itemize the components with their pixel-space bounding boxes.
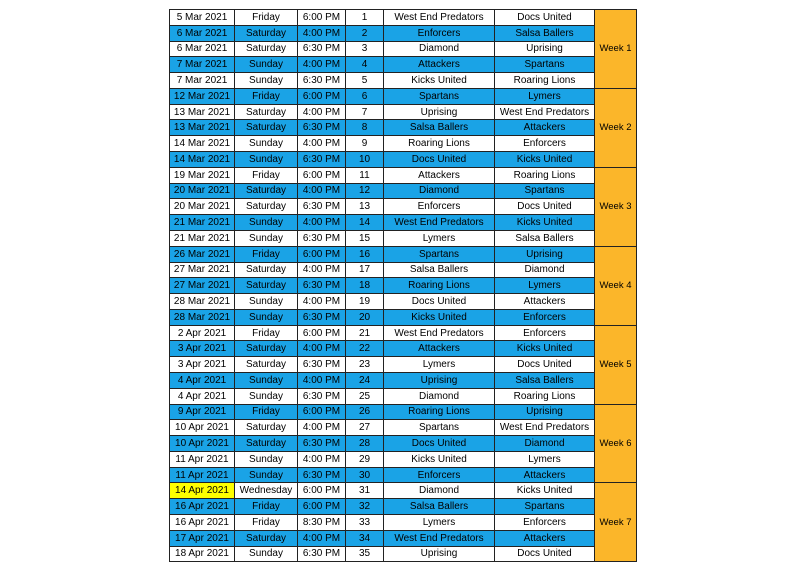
match-day-cell: Friday (235, 515, 298, 531)
home-team-cell: Docs United (384, 152, 495, 168)
away-team-cell: Roaring Lions (495, 73, 595, 89)
match-date-cell: 9 Apr 2021 (170, 404, 235, 420)
match-time-cell: 6:30 PM (298, 357, 346, 373)
match-time-cell: 6:30 PM (298, 73, 346, 89)
match-time-cell: 4:00 PM (298, 57, 346, 73)
match-date-cell: 28 Mar 2021 (170, 294, 235, 310)
away-team-cell: Spartans (495, 57, 595, 73)
away-team-cell: Salsa Ballers (495, 25, 595, 41)
match-date-cell: 6 Mar 2021 (170, 41, 235, 57)
match-date-cell: 21 Mar 2021 (170, 215, 235, 231)
table-row (170, 10, 637, 26)
match-time-cell: 6:00 PM (298, 10, 346, 26)
match-date-cell: 11 Apr 2021 (170, 467, 235, 483)
table-row (170, 41, 637, 57)
table-row (170, 199, 637, 215)
game-number-cell: 12 (346, 183, 384, 199)
home-team-cell: Uprising (384, 546, 495, 562)
match-date-cell: 14 Apr 2021 (170, 483, 235, 499)
home-team-cell: Diamond (384, 183, 495, 199)
match-date-cell: 17 Apr 2021 (170, 530, 235, 546)
match-day-cell: Sunday (235, 372, 298, 388)
match-time-cell: 4:00 PM (298, 530, 346, 546)
match-time-cell: 4:00 PM (298, 372, 346, 388)
game-number-cell: 34 (346, 530, 384, 546)
table-row (170, 341, 637, 357)
game-number-cell: 13 (346, 199, 384, 215)
table-row (170, 357, 637, 373)
home-team-cell: Lymers (384, 357, 495, 373)
home-team-cell: Enforcers (384, 467, 495, 483)
match-time-cell: 6:30 PM (298, 278, 346, 294)
table-row (170, 230, 637, 246)
match-day-cell: Saturday (235, 262, 298, 278)
away-team-cell: Uprising (495, 41, 595, 57)
game-number-cell: 26 (346, 404, 384, 420)
match-day-cell: Sunday (235, 546, 298, 562)
table-row (170, 546, 637, 562)
table-row (170, 515, 637, 531)
home-team-cell: Spartans (384, 246, 495, 262)
match-time-cell: 4:00 PM (298, 451, 346, 467)
game-number-cell: 27 (346, 420, 384, 436)
game-number-cell: 35 (346, 546, 384, 562)
table-row (170, 309, 637, 325)
home-team-cell: Roaring Lions (384, 136, 495, 152)
match-day-cell: Sunday (235, 215, 298, 231)
game-number-cell: 11 (346, 167, 384, 183)
home-team-cell: Lymers (384, 515, 495, 531)
home-team-cell: Lymers (384, 230, 495, 246)
table-row (170, 467, 637, 483)
match-day-cell: Sunday (235, 73, 298, 89)
table-row (170, 152, 637, 168)
game-number-cell: 15 (346, 230, 384, 246)
week-label-cell: Week 6 (595, 404, 637, 483)
game-number-cell: 8 (346, 120, 384, 136)
match-time-cell: 6:30 PM (298, 230, 346, 246)
match-time-cell: 4:00 PM (298, 183, 346, 199)
table-row (170, 73, 637, 89)
away-team-cell: Enforcers (495, 136, 595, 152)
game-number-cell: 4 (346, 57, 384, 73)
week-label-cell: Week 1 (595, 10, 637, 89)
home-team-cell: Enforcers (384, 199, 495, 215)
away-team-cell: Uprising (495, 246, 595, 262)
game-number-cell: 22 (346, 341, 384, 357)
match-day-cell: Sunday (235, 136, 298, 152)
match-day-cell: Saturday (235, 25, 298, 41)
table-row (170, 136, 637, 152)
away-team-cell: Attackers (495, 530, 595, 546)
table-row (170, 262, 637, 278)
match-date-cell: 26 Mar 2021 (170, 246, 235, 262)
match-date-cell: 10 Apr 2021 (170, 420, 235, 436)
game-number-cell: 14 (346, 215, 384, 231)
match-day-cell: Sunday (235, 152, 298, 168)
away-team-cell: Spartans (495, 183, 595, 199)
away-team-cell: Attackers (495, 467, 595, 483)
home-team-cell: West End Predators (384, 10, 495, 26)
match-date-cell: 3 Apr 2021 (170, 357, 235, 373)
away-team-cell: Salsa Ballers (495, 372, 595, 388)
game-number-cell: 5 (346, 73, 384, 89)
away-team-cell: Diamond (495, 436, 595, 452)
table-row (170, 57, 637, 73)
match-day-cell: Sunday (235, 388, 298, 404)
game-number-cell: 25 (346, 388, 384, 404)
game-number-cell: 21 (346, 325, 384, 341)
away-team-cell: Roaring Lions (495, 167, 595, 183)
match-time-cell: 6:00 PM (298, 404, 346, 420)
match-time-cell: 6:00 PM (298, 483, 346, 499)
table-row (170, 372, 637, 388)
game-number-cell: 10 (346, 152, 384, 168)
game-number-cell: 1 (346, 10, 384, 26)
match-date-cell: 3 Apr 2021 (170, 341, 235, 357)
match-date-cell: 6 Mar 2021 (170, 25, 235, 41)
match-time-cell: 6:00 PM (298, 246, 346, 262)
game-number-cell: 24 (346, 372, 384, 388)
away-team-cell: Kicks United (495, 483, 595, 499)
match-date-cell: 14 Mar 2021 (170, 152, 235, 168)
home-team-cell: Kicks United (384, 451, 495, 467)
match-time-cell: 6:30 PM (298, 467, 346, 483)
match-day-cell: Friday (235, 88, 298, 104)
match-date-cell: 16 Apr 2021 (170, 499, 235, 515)
match-day-cell: Wednesday (235, 483, 298, 499)
home-team-cell: Docs United (384, 436, 495, 452)
match-day-cell: Friday (235, 246, 298, 262)
table-row (170, 246, 637, 262)
match-date-cell: 12 Mar 2021 (170, 88, 235, 104)
away-team-cell: Lymers (495, 278, 595, 294)
away-team-cell: Enforcers (495, 309, 595, 325)
match-time-cell: 6:00 PM (298, 88, 346, 104)
home-team-cell: Salsa Ballers (384, 120, 495, 136)
week-label-cell: Week 7 (595, 483, 637, 562)
home-team-cell: Diamond (384, 41, 495, 57)
home-team-cell: Uprising (384, 372, 495, 388)
match-date-cell: 28 Mar 2021 (170, 309, 235, 325)
match-day-cell: Saturday (235, 41, 298, 57)
match-time-cell: 4:00 PM (298, 420, 346, 436)
table-row (170, 420, 637, 436)
match-day-cell: Sunday (235, 294, 298, 310)
match-day-cell: Sunday (235, 451, 298, 467)
match-date-cell: 14 Mar 2021 (170, 136, 235, 152)
home-team-cell: Kicks United (384, 309, 495, 325)
away-team-cell: Kicks United (495, 152, 595, 168)
match-time-cell: 4:00 PM (298, 136, 346, 152)
match-time-cell: 4:00 PM (298, 104, 346, 120)
game-number-cell: 2 (346, 25, 384, 41)
away-team-cell: Spartans (495, 499, 595, 515)
match-day-cell: Saturday (235, 199, 298, 215)
match-day-cell: Saturday (235, 278, 298, 294)
match-day-cell: Saturday (235, 104, 298, 120)
home-team-cell: Roaring Lions (384, 278, 495, 294)
game-number-cell: 28 (346, 436, 384, 452)
away-team-cell: Attackers (495, 294, 595, 310)
match-date-cell: 2 Apr 2021 (170, 325, 235, 341)
away-team-cell: Docs United (495, 199, 595, 215)
home-team-cell: Spartans (384, 88, 495, 104)
home-team-cell: West End Predators (384, 325, 495, 341)
away-team-cell: West End Predators (495, 104, 595, 120)
match-time-cell: 4:00 PM (298, 215, 346, 231)
week-label-cell: Week 3 (595, 167, 637, 246)
match-time-cell: 6:30 PM (298, 41, 346, 57)
match-date-cell: 7 Mar 2021 (170, 73, 235, 89)
game-number-cell: 7 (346, 104, 384, 120)
home-team-cell: Spartans (384, 420, 495, 436)
match-date-cell: 11 Apr 2021 (170, 451, 235, 467)
schedule-body (170, 10, 637, 562)
match-time-cell: 4:00 PM (298, 294, 346, 310)
match-date-cell: 21 Mar 2021 (170, 230, 235, 246)
home-team-cell: Attackers (384, 341, 495, 357)
game-number-cell: 20 (346, 309, 384, 325)
match-time-cell: 6:30 PM (298, 120, 346, 136)
match-day-cell: Sunday (235, 309, 298, 325)
match-date-cell: 10 Apr 2021 (170, 436, 235, 452)
match-time-cell: 6:00 PM (298, 167, 346, 183)
fixture-schedule-table (169, 9, 637, 562)
table-row (170, 294, 637, 310)
match-date-cell: 18 Apr 2021 (170, 546, 235, 562)
match-date-cell: 5 Mar 2021 (170, 10, 235, 26)
game-number-cell: 17 (346, 262, 384, 278)
match-time-cell: 6:30 PM (298, 152, 346, 168)
match-time-cell: 6:00 PM (298, 325, 346, 341)
away-team-cell: Docs United (495, 357, 595, 373)
match-date-cell: 19 Mar 2021 (170, 167, 235, 183)
table-row (170, 120, 637, 136)
match-time-cell: 4:00 PM (298, 25, 346, 41)
game-number-cell: 30 (346, 467, 384, 483)
week-label-cell: Week 2 (595, 88, 637, 167)
home-team-cell: Enforcers (384, 25, 495, 41)
away-team-cell: Docs United (495, 546, 595, 562)
week-label-cell: Week 4 (595, 246, 637, 325)
match-date-cell: 20 Mar 2021 (170, 199, 235, 215)
match-day-cell: Friday (235, 404, 298, 420)
match-time-cell: 6:30 PM (298, 309, 346, 325)
away-team-cell: Uprising (495, 404, 595, 420)
match-date-cell: 27 Mar 2021 (170, 278, 235, 294)
game-number-cell: 18 (346, 278, 384, 294)
table-row (170, 436, 637, 452)
table-row (170, 183, 637, 199)
match-time-cell: 4:00 PM (298, 262, 346, 278)
match-time-cell: 6:30 PM (298, 436, 346, 452)
match-day-cell: Sunday (235, 230, 298, 246)
match-day-cell: Sunday (235, 467, 298, 483)
game-number-cell: 3 (346, 41, 384, 57)
away-team-cell: Kicks United (495, 215, 595, 231)
home-team-cell: Uprising (384, 104, 495, 120)
game-number-cell: 29 (346, 451, 384, 467)
away-team-cell: Enforcers (495, 325, 595, 341)
match-day-cell: Sunday (235, 57, 298, 73)
home-team-cell: West End Predators (384, 530, 495, 546)
match-time-cell: 6:30 PM (298, 546, 346, 562)
home-team-cell: West End Predators (384, 215, 495, 231)
away-team-cell: Lymers (495, 451, 595, 467)
match-day-cell: Friday (235, 499, 298, 515)
table-row (170, 25, 637, 41)
home-team-cell: Docs United (384, 294, 495, 310)
away-team-cell: Attackers (495, 120, 595, 136)
game-number-cell: 33 (346, 515, 384, 531)
match-day-cell: Friday (235, 325, 298, 341)
match-day-cell: Saturday (235, 357, 298, 373)
game-number-cell: 16 (346, 246, 384, 262)
table-row (170, 483, 637, 499)
table-row (170, 388, 637, 404)
home-team-cell: Kicks United (384, 73, 495, 89)
game-number-cell: 9 (346, 136, 384, 152)
match-time-cell: 6:30 PM (298, 199, 346, 215)
home-team-cell: Diamond (384, 483, 495, 499)
match-day-cell: Saturday (235, 341, 298, 357)
away-team-cell: Salsa Ballers (495, 230, 595, 246)
match-date-cell: 4 Apr 2021 (170, 372, 235, 388)
table-row (170, 499, 637, 515)
match-date-cell: 13 Mar 2021 (170, 120, 235, 136)
table-row (170, 167, 637, 183)
match-date-cell: 16 Apr 2021 (170, 515, 235, 531)
away-team-cell: Docs United (495, 10, 595, 26)
match-day-cell: Saturday (235, 420, 298, 436)
home-team-cell: Diamond (384, 388, 495, 404)
match-day-cell: Friday (235, 10, 298, 26)
match-day-cell: Saturday (235, 183, 298, 199)
match-date-cell: 7 Mar 2021 (170, 57, 235, 73)
table-row (170, 404, 637, 420)
away-team-cell: Lymers (495, 88, 595, 104)
match-day-cell: Saturday (235, 436, 298, 452)
match-day-cell: Saturday (235, 530, 298, 546)
match-time-cell: 6:30 PM (298, 388, 346, 404)
game-number-cell: 23 (346, 357, 384, 373)
away-team-cell: Roaring Lions (495, 388, 595, 404)
table-row (170, 215, 637, 231)
home-team-cell: Salsa Ballers (384, 499, 495, 515)
home-team-cell: Attackers (384, 57, 495, 73)
match-date-cell: 20 Mar 2021 (170, 183, 235, 199)
table-row (170, 88, 637, 104)
game-number-cell: 6 (346, 88, 384, 104)
table-row (170, 104, 637, 120)
match-time-cell: 6:00 PM (298, 499, 346, 515)
match-date-cell: 13 Mar 2021 (170, 104, 235, 120)
game-number-cell: 31 (346, 483, 384, 499)
game-number-cell: 32 (346, 499, 384, 515)
game-number-cell: 19 (346, 294, 384, 310)
away-team-cell: Kicks United (495, 341, 595, 357)
match-time-cell: 4:00 PM (298, 341, 346, 357)
away-team-cell: Enforcers (495, 515, 595, 531)
home-team-cell: Roaring Lions (384, 404, 495, 420)
match-day-cell: Friday (235, 167, 298, 183)
table-row (170, 451, 637, 467)
match-day-cell: Saturday (235, 120, 298, 136)
match-date-cell: 4 Apr 2021 (170, 388, 235, 404)
table-row (170, 278, 637, 294)
away-team-cell: Diamond (495, 262, 595, 278)
away-team-cell: West End Predators (495, 420, 595, 436)
home-team-cell: Salsa Ballers (384, 262, 495, 278)
week-label-cell: Week 5 (595, 325, 637, 404)
match-time-cell: 8:30 PM (298, 515, 346, 531)
match-date-cell: 27 Mar 2021 (170, 262, 235, 278)
home-team-cell: Attackers (384, 167, 495, 183)
table-row (170, 325, 637, 341)
